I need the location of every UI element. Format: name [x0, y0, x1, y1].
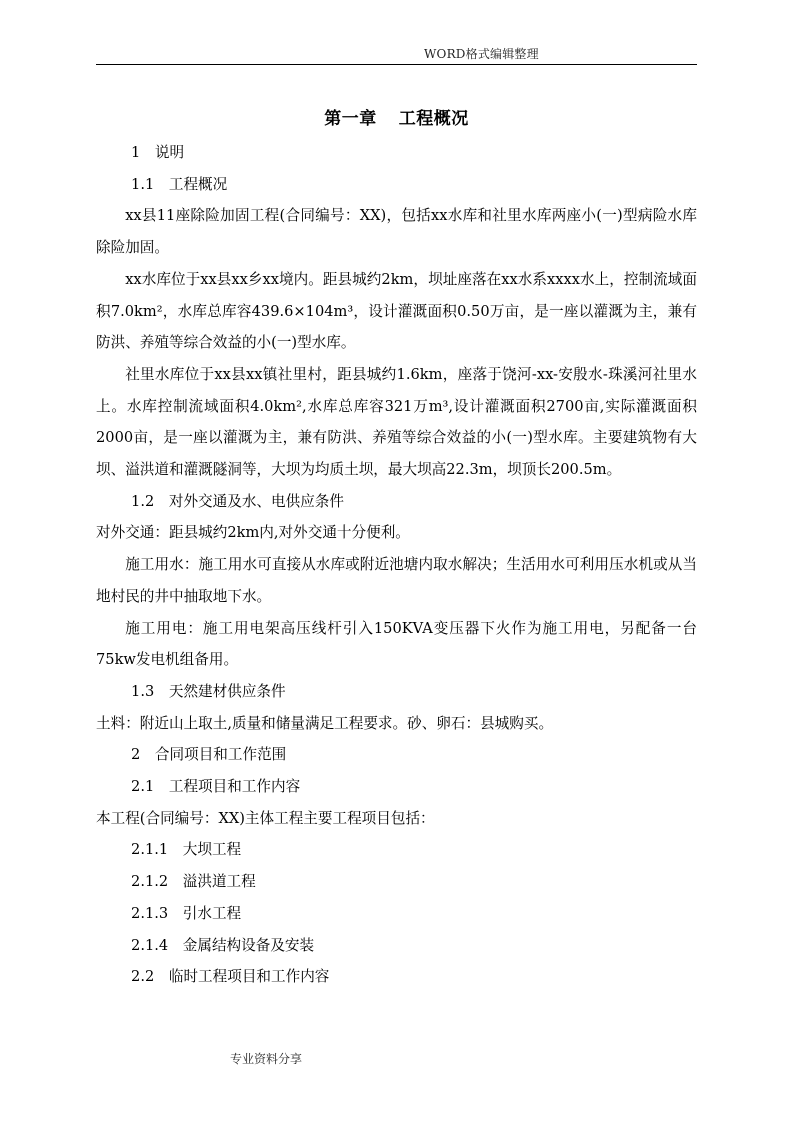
section-number: 1.3	[131, 682, 155, 700]
section-heading-1-3	[96, 676, 697, 708]
section-title: 对外交通及水、电供应条件	[168, 492, 344, 510]
header-divider	[96, 64, 697, 65]
paragraph-main-items: 本工程(合同编号：XX)主体工程主要工程项目包括：	[96, 809, 435, 827]
chapter-number: 第一章	[324, 109, 377, 129]
section-number: 2.1.4	[131, 936, 169, 954]
section-heading-2-2	[96, 961, 697, 993]
section-heading-2-1	[96, 771, 697, 803]
paragraph-project-overview: xx县11座除险加固工程(合同编号：XX)，包括xx水库和社里水库两座小(一)型病险水库除险加固。	[96, 207, 697, 257]
section-heading-2-1-4	[96, 930, 697, 962]
section-number: 1	[131, 144, 141, 161]
section-heading-1-2	[96, 486, 697, 518]
section-heading-2-1-3	[96, 898, 697, 930]
chapter-name: 工程概况	[398, 109, 469, 129]
section-title: 说明	[154, 144, 185, 161]
paragraph-materials: 土料：附近山上取土,质量和储量满足工程要求。砂、卵石：县城购买。	[96, 714, 554, 732]
section-number: 2	[131, 746, 141, 764]
section-heading-2-1-1	[96, 834, 697, 866]
section-heading-1	[96, 137, 697, 169]
section-title: 合同项目和工作范围	[154, 746, 287, 764]
section-title: 引水工程	[182, 904, 242, 922]
document-body	[96, 137, 697, 993]
section-title: 临时工程项目和工作内容	[168, 968, 330, 986]
section-number: 2.1.3	[131, 904, 169, 922]
section-title: 工程概况	[168, 175, 228, 193]
section-number: 2.1	[131, 778, 155, 796]
section-title: 溢洪道工程	[182, 873, 256, 891]
section-title: 大坝工程	[182, 841, 242, 859]
section-number: 2.2	[131, 968, 155, 986]
section-number: 2.1.2	[131, 873, 169, 891]
paragraph-sheli-reservoir: 社里水库位于xx县xx镇社里村，距县城约1.6km，座落于饶河-xx-安殷水-珠溪河社里水上。水库控制流域面积4.0km²,水库总库容321万m³,设计灌溉面积2700亩,实际灌溉面积2000亩，是一座以灌溉为主，兼有防洪、养殖等综合效益的小(一)型水库。主要建筑物有大坝、溢洪道和灌溉隧洞等，大坝为均质土坝，最大坝高22.3m，坝顶长200.5m。	[96, 365, 697, 479]
section-number: 1.1	[131, 175, 155, 193]
paragraph-water-supply: 施工用水：施工用水可直接从水库或附近池塘内取水解决；生活用水可利用压水机或从当地村民的井中抽取地下水。	[96, 556, 697, 605]
page-footer: 专业资料分享	[230, 1052, 303, 1066]
section-title: 天然建材供应条件	[168, 682, 286, 700]
paragraph-xx-reservoir: xx水库位于xx县xx乡xx境内。距县城约2km，坝址座落在xx水系xxxx水上，控制流域面积7.0km²，水库总库容439.6×104m³，设计灌溉面积0.50万亩，是一座以灌溉为主，兼有防洪、养殖等综合效益的小(一)型水库。	[96, 270, 697, 352]
paragraph-power-supply: 施工用电：施工用电架高压线杆引入150KVA变压器下火作为施工用电，另配备一台75kw发电机组备用。	[96, 619, 697, 669]
section-title: 工程项目和工作内容	[168, 778, 301, 796]
section-number: 2.1.1	[131, 841, 169, 859]
chapter-title	[96, 104, 697, 129]
page-header: WORD格式编辑整理	[424, 47, 539, 61]
section-heading-2-1-2	[96, 866, 697, 898]
paragraph-transport: 对外交通：距县城约2km内,对外交通十分便利。	[96, 524, 410, 542]
section-number: 1.2	[131, 492, 155, 510]
section-heading-1-1	[96, 169, 697, 201]
section-title: 金属结构设备及安装	[182, 936, 315, 954]
section-heading-2	[96, 739, 697, 771]
